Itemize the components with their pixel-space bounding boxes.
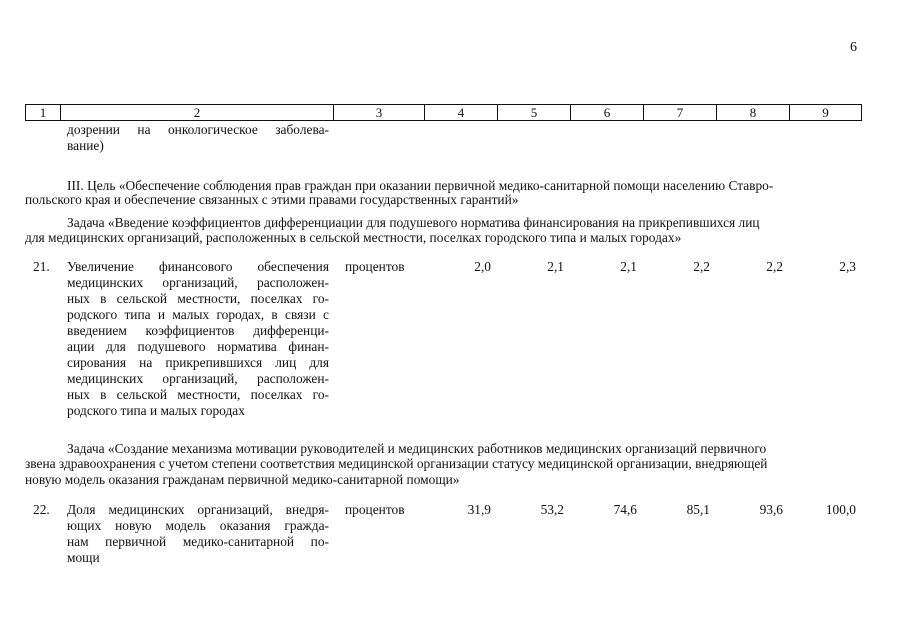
- header-cell: 8: [717, 105, 790, 121]
- column-number-header: [25, 104, 862, 121]
- text-line: ных в сельской местности, поселках го-: [67, 387, 329, 402]
- header-cell: 3: [334, 105, 425, 121]
- text-line: ющих новую модель оказания гражда-: [67, 518, 329, 533]
- row-description: [67, 502, 329, 566]
- header-cell: 5: [498, 105, 571, 121]
- value-cell: 2,3: [839, 259, 856, 274]
- page-number: 6: [850, 40, 857, 55]
- header-cell: 9: [790, 105, 862, 121]
- task-1-heading: [67, 215, 760, 231]
- value-cell: 100,0: [825, 502, 856, 517]
- text-line: Доля медицинских организаций, внедря-: [67, 502, 329, 517]
- text-line: Увеличение финансового обеспечения: [67, 259, 329, 274]
- text-line: Задача «Введение коэффициентов дифференциации для подушевого норматива финансирования на прикрепившихся лиц: [67, 215, 760, 230]
- header-cell: 6: [571, 105, 644, 121]
- text-line: ации для подушевого норматива финан-: [67, 339, 329, 354]
- text-line: польского края и обеспечение связанных с этими правами государственных гарантий»: [25, 192, 519, 207]
- value-cell: 2,2: [766, 259, 783, 274]
- value-cell: 93,6: [759, 502, 783, 517]
- text-line: для медицинских организаций, расположенных в сельской местности, поселках городского типа и малых городах»: [25, 230, 682, 245]
- text-line: медицинских организаций, расположен-: [67, 275, 329, 290]
- row-number: 22.: [33, 502, 50, 517]
- text-line: звена здравоохранения с учетом степени соответствия медицинской организации статусу медицинской организации, внедряющей: [25, 456, 768, 471]
- text-line: новую модель оказания гражданам первичной медико-санитарной помощи»: [25, 472, 460, 487]
- value-cell: 74,6: [613, 502, 637, 517]
- text-line: вание): [67, 138, 104, 153]
- row-number: 21.: [33, 259, 50, 274]
- text-line: сирования на прикрепившихся лиц для: [67, 355, 329, 370]
- value-cell: 2,0: [474, 259, 491, 274]
- row-description: [67, 259, 329, 419]
- row-unit: процентов: [345, 502, 405, 517]
- header-cell: 7: [644, 105, 717, 121]
- text-line: III. Цель «Обеспечение соблюдения прав граждан при оказании первичной медико-санитарной помощи населению Ставро-: [67, 178, 774, 193]
- section-goal-heading-cont: [25, 192, 518, 208]
- text-line: мощи: [67, 550, 100, 565]
- header-cell: 2: [61, 105, 334, 121]
- text-line: Задача «Создание механизма мотивации руководителей и медицинских работников медицинских организаций первичного: [67, 441, 767, 456]
- text-line: нам первичной медико-санитарной по-: [67, 534, 329, 549]
- value-cell: 53,2: [540, 502, 564, 517]
- task-1-heading-cont: [25, 230, 681, 246]
- text-line: введением коэффициентов дифференци-: [67, 323, 329, 338]
- text-line: родского типа и малых городах: [67, 403, 245, 418]
- continued-row-description: [67, 122, 329, 154]
- value-cell: 2,2: [693, 259, 710, 274]
- header-cell: 4: [425, 105, 498, 121]
- value-cell: 2,1: [547, 259, 564, 274]
- value-cell: 31,9: [467, 502, 491, 517]
- text-line: дозрении на онкологическое заболева-: [67, 122, 329, 137]
- task-2-heading-cont: [25, 456, 767, 488]
- text-line: медицинских организаций, расположен-: [67, 371, 329, 386]
- row-unit: процентов: [345, 259, 405, 274]
- task-2-heading: [67, 441, 766, 457]
- header-cell: 1: [26, 105, 61, 121]
- text-line: родского типа и малых городах, в связи с: [67, 307, 329, 322]
- value-cell: 85,1: [686, 502, 710, 517]
- text-line: ных в сельской местности, поселках го-: [67, 291, 329, 306]
- value-cell: 2,1: [620, 259, 637, 274]
